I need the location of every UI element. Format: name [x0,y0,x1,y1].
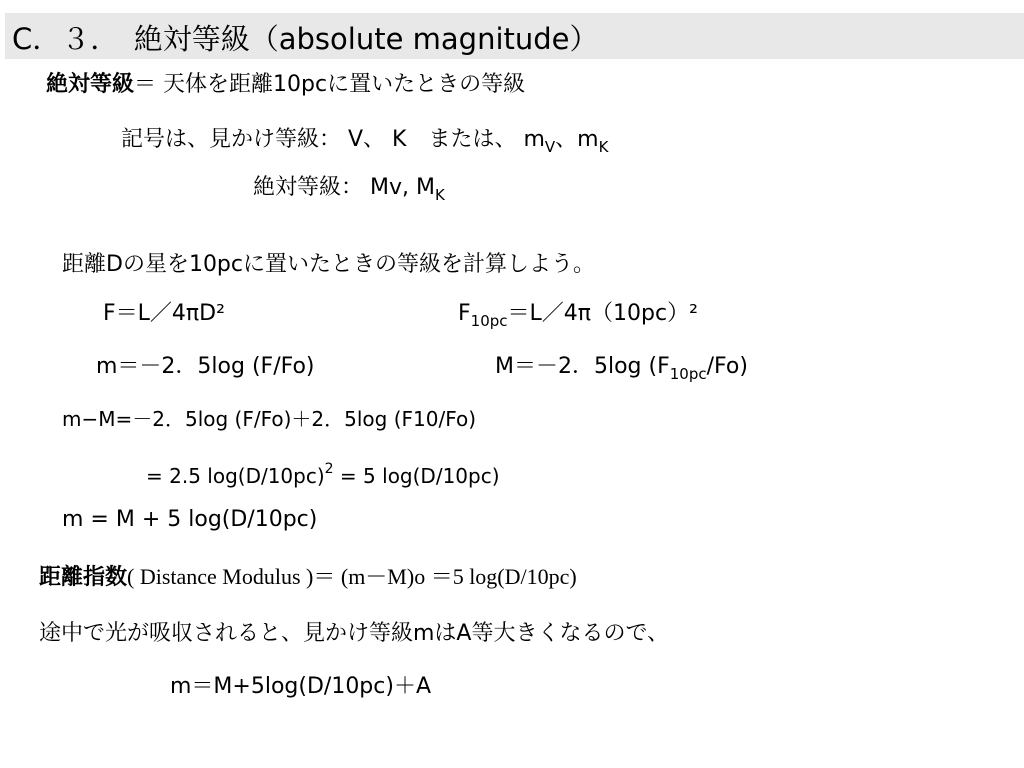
flux-right-sub: 10pc [470,312,508,330]
flux-right-f: F [458,301,471,326]
symbols-apparent-line [121,126,608,161]
magnitude-formula-right [495,353,748,388]
definition-text: ＝ 天体を距離10pcに置いたときの等級 [134,72,526,97]
magnitude-formula-left: m＝－2．5log (F/Fo) [96,354,315,379]
result-formula-line: m = M + 5 log(D/10pc) [62,507,318,532]
symbols-apparent-sep: 、m [555,127,599,152]
symbols-apparent-sub-v: V [544,138,556,156]
symbols-absolute-line [253,174,445,209]
flux-formula-right [458,300,698,335]
flux-formula-left: F＝L／4πD² [103,301,225,326]
mag-right-b: /Fo) [706,354,748,379]
absorption-line: 途中で光が吸収されると、見かけ等級mはA等大きくなるので、 [39,621,670,646]
mm-eq-sup: 2 [324,461,334,477]
absorption-formula-line: m＝M+5log(D/10pc)＋A [170,674,432,699]
magnitude-difference-line: m−M=－2．5log (F/Fo)＋2．5log (F10/Fo) [62,407,477,431]
definition-line [46,71,525,99]
symbols-apparent-text: 記号は、見かけ等級： V、 K または、 m [121,127,545,152]
symbols-apparent-sub-k: K [598,138,609,156]
distance-modulus-text: ( Distance Modulus )＝ (m－M)o ＝5 log(D/10pc) [127,564,577,589]
distance-modulus-term: 距離指数 [39,565,128,590]
flux-right-rest: ＝L／4π（10pc）² [507,301,698,326]
mm-eq-a: = 2.5 log(D/10pc) [146,464,325,488]
calc-intro-line: 距離Dの星を10pcに置いたときの等級を計算しよう。 [62,252,595,277]
magnitude-equality-line [146,455,500,490]
distance-modulus-line [39,563,577,592]
mag-right-sub: 10pc [669,365,707,383]
symbols-absolute-sub-k: K [434,186,445,204]
symbols-absolute-text: 絶対等級： Mv, M [253,175,435,200]
definition-term: 絶対等級 [46,72,135,97]
mag-right-a: M＝－2．5log (F [495,354,670,379]
slide-title: C．３． 絶対等級（absolute magnitude） [12,22,599,56]
mm-eq-b: = 5 log(D/10pc) [333,464,500,488]
